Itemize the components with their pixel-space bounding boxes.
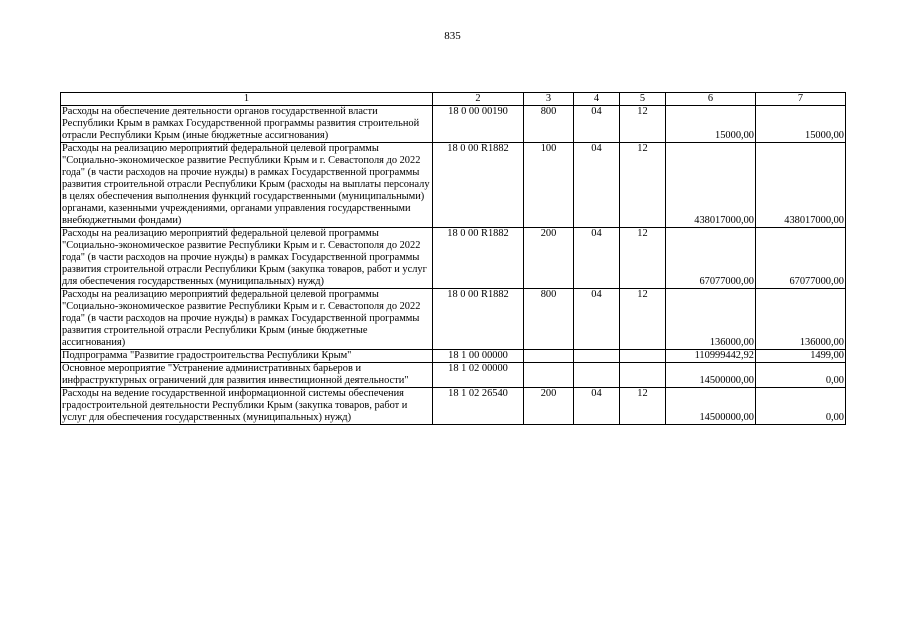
row-col4-cell bbox=[574, 350, 620, 363]
table-row bbox=[61, 228, 846, 289]
table-row bbox=[61, 388, 846, 425]
table-row bbox=[61, 350, 846, 363]
row-col6-cell: 438017000,00 bbox=[666, 143, 756, 228]
row-name-cell: Расходы на ведение государственной информационной системы обеспечения градостроительной деятельности Республики Крым (закупка товаров, работ и услуг для обеспечения государственных (муниципальных) нужд) bbox=[61, 388, 433, 425]
row-code-cell: 18 1 02 00000 bbox=[433, 363, 524, 388]
row-col6-cell: 14500000,00 bbox=[666, 363, 756, 388]
table-row bbox=[61, 143, 846, 228]
table-row bbox=[61, 363, 846, 388]
table-row bbox=[61, 106, 846, 143]
row-code-cell: 18 1 00 00000 bbox=[433, 350, 524, 363]
row-col6-cell: 110999442,92 bbox=[666, 350, 756, 363]
row-name-cell: Расходы на обеспечение деятельности органов государственной власти Республики Крым в рамках Государственной программы развития строительной отрасли Республики Крым (иные бюджетные ассигнования) bbox=[61, 106, 433, 143]
header-col-5: 5 bbox=[620, 93, 666, 106]
row-col4-cell: 04 bbox=[574, 106, 620, 143]
header-col-3: 3 bbox=[524, 93, 574, 106]
row-col4-cell: 04 bbox=[574, 228, 620, 289]
row-col5-cell: 12 bbox=[620, 388, 666, 425]
row-col3-cell: 800 bbox=[524, 106, 574, 143]
row-name-cell: Подпрограмма "Развитие градостроительства Республики Крым" bbox=[61, 350, 433, 363]
row-code-cell: 18 1 02 26540 bbox=[433, 388, 524, 425]
row-col5-cell bbox=[620, 350, 666, 363]
row-name-cell: Расходы на реализацию мероприятий федеральной целевой программы "Социально-экономическое развитие Республики Крым и г. Севастополя до 2022 года" (в части расходов на прочие нужды) в рамках Государственной программы развития строительной отрасли Республики Крым (закупка товаров, работ и услуг для обеспечения государственных (муниципальных) нужд) bbox=[61, 228, 433, 289]
row-col7-cell: 15000,00 bbox=[756, 106, 846, 143]
table-header-row bbox=[61, 93, 846, 106]
row-col3-cell: 100 bbox=[524, 143, 574, 228]
row-col7-cell: 67077000,00 bbox=[756, 228, 846, 289]
page-number: 835 bbox=[444, 30, 461, 42]
row-col3-cell: 800 bbox=[524, 289, 574, 350]
header-col-7: 7 bbox=[756, 93, 846, 106]
table-row bbox=[61, 289, 846, 350]
budget-table bbox=[60, 92, 846, 425]
row-col5-cell bbox=[620, 363, 666, 388]
row-col4-cell: 04 bbox=[574, 143, 620, 228]
row-col7-cell: 136000,00 bbox=[756, 289, 846, 350]
row-col7-cell: 438017000,00 bbox=[756, 143, 846, 228]
row-col4-cell: 04 bbox=[574, 388, 620, 425]
row-col3-cell: 200 bbox=[524, 228, 574, 289]
row-col7-cell: 0,00 bbox=[756, 363, 846, 388]
row-code-cell: 18 0 00 R1882 bbox=[433, 228, 524, 289]
row-col6-cell: 67077000,00 bbox=[666, 228, 756, 289]
row-col5-cell: 12 bbox=[620, 289, 666, 350]
row-col6-cell: 15000,00 bbox=[666, 106, 756, 143]
header-col-6: 6 bbox=[666, 93, 756, 106]
row-col5-cell: 12 bbox=[620, 143, 666, 228]
row-col7-cell: 1499,00 bbox=[756, 350, 846, 363]
row-col3-cell bbox=[524, 363, 574, 388]
row-col4-cell: 04 bbox=[574, 289, 620, 350]
row-col3-cell: 200 bbox=[524, 388, 574, 425]
row-col7-cell: 0,00 bbox=[756, 388, 846, 425]
row-name-cell: Расходы на реализацию мероприятий федеральной целевой программы "Социально-экономическое развитие Республики Крым и г. Севастополя до 2022 года" (в части расходов на прочие нужды) в рамках Государственной программы развития строительной отрасли Республики Крым (расходы на выплаты персоналу в целях обеспечения выполнения функций государственными (муниципальными) органами, казенными учреждениями, органами управления государственными внебюджетными фондами) bbox=[61, 143, 433, 228]
row-col6-cell: 136000,00 bbox=[666, 289, 756, 350]
row-col4-cell bbox=[574, 363, 620, 388]
row-name-cell: Расходы на реализацию мероприятий федеральной целевой программы "Социально-экономическое развитие Республики Крым и г. Севастополя до 2022 года" (в части расходов на прочие нужды) в рамках Государственной программы развития строительной отрасли Республики Крым (иные бюджетные ассигнования) bbox=[61, 289, 433, 350]
row-col5-cell: 12 bbox=[620, 106, 666, 143]
header-col-4: 4 bbox=[574, 93, 620, 106]
row-code-cell: 18 0 00 R1882 bbox=[433, 289, 524, 350]
row-col3-cell bbox=[524, 350, 574, 363]
header-col-2: 2 bbox=[433, 93, 524, 106]
row-col6-cell: 14500000,00 bbox=[666, 388, 756, 425]
header-col-1: 1 bbox=[61, 93, 433, 106]
row-code-cell: 18 0 00 R1882 bbox=[433, 143, 524, 228]
row-col5-cell: 12 bbox=[620, 228, 666, 289]
row-code-cell: 18 0 00 00190 bbox=[433, 106, 524, 143]
row-name-cell: Основное мероприятие "Устранение административных барьеров и инфраструктурных ограничений для развития инвестиционной деятельности" bbox=[61, 363, 433, 388]
